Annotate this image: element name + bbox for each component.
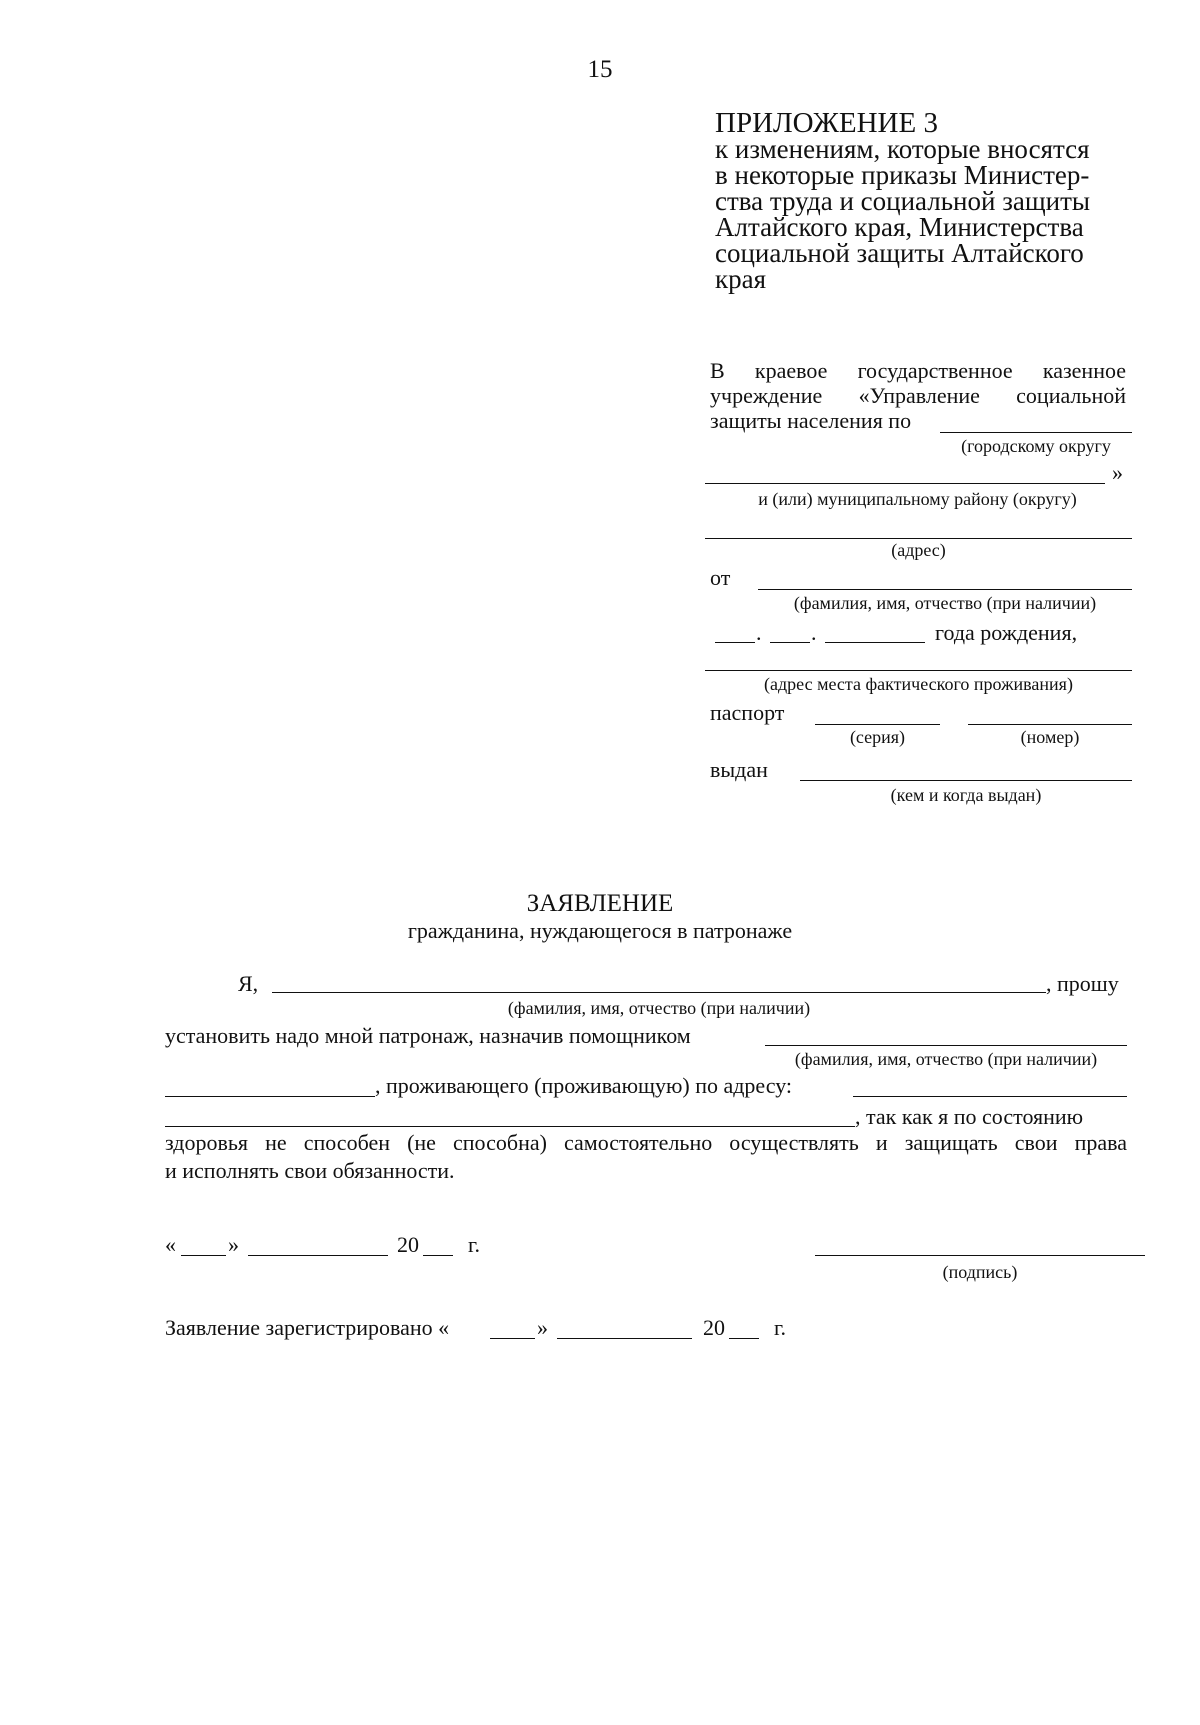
hint-address: (адрес)	[891, 540, 946, 560]
date-year-prefix: 20	[397, 1232, 419, 1257]
appendix-line: к изменениям, которые вносятся	[715, 134, 1090, 164]
appendix-block	[715, 107, 1135, 294]
hint-residence: (адрес места фактического проживания)	[764, 674, 1073, 694]
assistant-address-line[interactable]	[853, 1096, 1127, 1097]
appendix-line: ства труда и социальной защиты	[715, 186, 1091, 216]
addressee-line-1: В краевое государственное казенное	[710, 358, 1126, 383]
municipal-line[interactable]	[705, 483, 1105, 484]
ya-label: Я,	[238, 971, 259, 996]
residence-line[interactable]	[705, 670, 1132, 671]
date-open-quote: «	[165, 1232, 176, 1257]
appendix-line: социальной защиты Алтайского	[715, 238, 1084, 268]
birth-dot: .	[756, 620, 762, 645]
passport-number-line[interactable]	[968, 724, 1132, 725]
birth-month-line[interactable]	[770, 642, 810, 643]
date-close-quote: »	[228, 1232, 239, 1257]
registration-day-line[interactable]	[490, 1338, 535, 1339]
assistant-address-line-2[interactable]	[165, 1126, 855, 1127]
address-line[interactable]	[705, 538, 1132, 539]
addressee-line-2: учреждение «Управление социальной	[710, 383, 1126, 408]
hint-fio-2: (фамилия, имя, отчество (при наличии)	[794, 1049, 1098, 1069]
statement-line-4: , так как я по состоянию	[855, 1104, 1084, 1129]
statement-line-2: установить надо мной патронаж, назначив помощником	[165, 1023, 691, 1048]
statement-subtitle: гражданина, нуждающегося в патронаже	[407, 918, 793, 943]
birth-dot: .	[811, 620, 817, 645]
issued-label: выдан	[710, 757, 768, 782]
applicant-fio-line[interactable]	[758, 589, 1132, 590]
birth-day-line[interactable]	[715, 642, 755, 643]
appendix-line: в некоторые приказы Министер-	[715, 160, 1090, 190]
statement-line-3: , проживающего (проживающую) по адресу:	[375, 1073, 793, 1098]
passport-label: паспорт	[710, 700, 785, 725]
hint-fio-1: (фамилия, имя, отчество (при наличии)	[507, 998, 811, 1018]
addressee-line-3: защиты населения по	[710, 408, 912, 433]
hint-city-district: (городскому округу	[961, 436, 1111, 456]
passport-series-line[interactable]	[815, 724, 940, 725]
statement-line-5: здоровья не способен (не способна) самостоятельно осуществлять и защищать свои права	[165, 1130, 1127, 1155]
assistant-name-line[interactable]	[765, 1045, 1127, 1046]
registration-year-line[interactable]	[729, 1338, 759, 1339]
registration-year-prefix: 20	[703, 1315, 725, 1340]
appendix-line: края	[715, 264, 767, 294]
statement-line-6: и исполнять свои обязанности.	[165, 1158, 455, 1183]
registration-close-quote: »	[537, 1315, 548, 1340]
hint-series: (серия)	[849, 727, 906, 747]
from-label: от	[710, 565, 731, 590]
date-month-line[interactable]	[248, 1255, 388, 1256]
birth-year-line[interactable]	[825, 642, 925, 643]
registration-label: Заявление зарегистрировано «	[165, 1315, 450, 1340]
registration-year-suffix: г.	[774, 1315, 787, 1340]
page-number: 15	[587, 56, 613, 83]
hint-applicant-fio: (фамилия, имя, отчество (при наличии)	[793, 593, 1097, 613]
date-year-suffix: г.	[468, 1232, 481, 1257]
hint-municipal: и (или) муниципальному району (округу)	[758, 489, 1077, 509]
statement-title: ЗАЯВЛЕНИЕ	[526, 890, 674, 917]
assistant-name-line-2[interactable]	[165, 1096, 375, 1097]
birth-label: года рождения,	[935, 620, 1078, 645]
hint-signature: (подпись)	[942, 1262, 1018, 1282]
date-year-line[interactable]	[423, 1255, 453, 1256]
city-district-line[interactable]	[940, 432, 1132, 433]
signature-line[interactable]	[815, 1255, 1145, 1256]
issued-line[interactable]	[800, 780, 1132, 781]
appendix-heading: ПРИЛОЖЕНИЕ 3	[715, 107, 938, 139]
registration-month-line[interactable]	[557, 1338, 692, 1339]
applicant-name-line[interactable]	[272, 992, 1046, 993]
appendix-line: Алтайского края, Министерства	[715, 212, 1084, 242]
date-day-line[interactable]	[181, 1255, 226, 1256]
hint-number: (номер)	[1020, 727, 1080, 747]
closing-quote: »	[1112, 460, 1123, 485]
hint-issued: (кем и когда выдан)	[890, 785, 1042, 805]
proshu-label: , прошу	[1046, 971, 1119, 996]
